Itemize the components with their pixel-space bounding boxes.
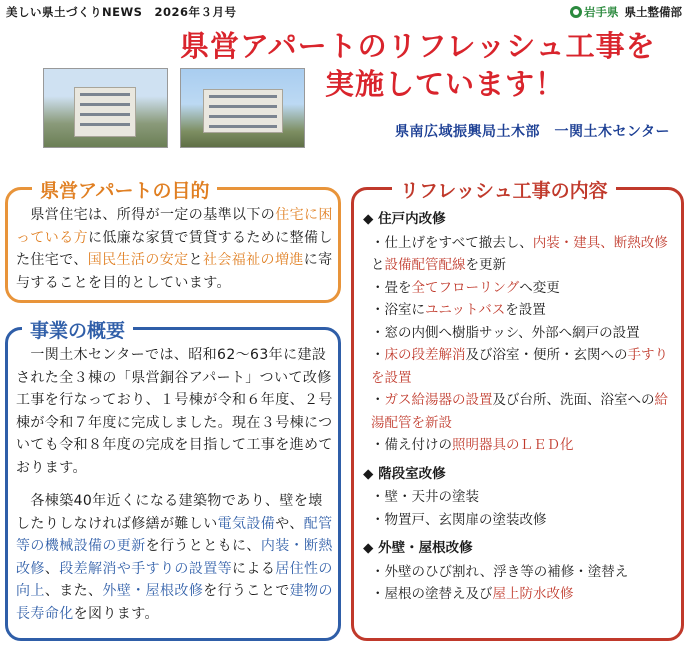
content-list-item bbox=[363, 277, 675, 300]
overview-highlight: 配管等の機械設備の更新 bbox=[16, 515, 333, 554]
content-item-text-run: ・ bbox=[371, 347, 385, 363]
overview-section bbox=[5, 320, 341, 641]
purpose-heading: 県営アパートの目的 bbox=[32, 176, 217, 203]
purpose-highlight: 社会福祉の増進 bbox=[202, 252, 304, 268]
purpose-text-run: と bbox=[188, 252, 203, 268]
content-list-item bbox=[363, 232, 675, 277]
content-list bbox=[363, 208, 675, 606]
overview-text-run: 一関土木センターでは、昭和62～63年に建設された全３棟の「県営銅谷アパート」ついて改修工事を行なっており、１号棟が令和６年度、２号棟が令和７年度に完成しました。現在３号棟についても令和８年度の完成を目指して工事を進めております。 bbox=[16, 347, 333, 476]
page-title-line2: 実施しています！ bbox=[325, 67, 566, 101]
content-list-item bbox=[363, 434, 675, 457]
content-item-text-run: 及び台所、洗面、浴室への bbox=[492, 392, 655, 408]
content-section-title: ◆ 外壁・屋根改修 bbox=[363, 540, 473, 556]
overview-text-run: や、 bbox=[275, 515, 304, 532]
overview-highlight: 段差解消や手すりの設置等 bbox=[59, 560, 233, 577]
purpose-highlight: 国民生活の安定 bbox=[87, 252, 189, 268]
content-item-text-run: へ変更 bbox=[519, 279, 560, 296]
purpose-text-run: に寄与することを目的としています。 bbox=[16, 252, 333, 291]
content-item-text-run: を設置 bbox=[505, 302, 546, 318]
overview-text-run: を行うとともに、 bbox=[145, 538, 261, 554]
overview-highlight: 電気設備 bbox=[217, 515, 276, 532]
overview-highlight: 外壁・屋根改修 bbox=[102, 583, 204, 599]
content-item-text-run: ・壁・天井の塗装 bbox=[371, 489, 479, 505]
overview-highlight: 内装・断熱改修 bbox=[16, 538, 333, 577]
content-item-text-run: ・屋根の塗替え及び bbox=[371, 586, 493, 602]
content-item-text-run: ・物置戸、玄関扉の塗装改修 bbox=[371, 511, 547, 528]
prefecture-header bbox=[570, 4, 682, 20]
content-list-item bbox=[363, 299, 675, 322]
apartment-photo-aerial bbox=[43, 68, 168, 148]
overview-paragraph-2 bbox=[16, 490, 336, 625]
content-item-highlight: 内装・建具、断熱改修 bbox=[532, 234, 668, 251]
purpose-section bbox=[5, 180, 341, 303]
overview-text-run: を図ります。 bbox=[73, 605, 159, 622]
content-list-item bbox=[363, 509, 675, 532]
purpose-text bbox=[16, 204, 334, 294]
overview-text-run: 、 bbox=[44, 560, 60, 577]
content-item-text-run: を更新 bbox=[465, 257, 506, 273]
content-item-text-run: ・仕上げをすべて撤去し、 bbox=[371, 234, 533, 251]
prefecture-emblem-icon bbox=[570, 6, 582, 18]
content-item-highlight: ユニットバス bbox=[425, 302, 506, 318]
content-section bbox=[351, 180, 684, 641]
content-item-text-run: ・畳を bbox=[371, 279, 412, 296]
content-item-text-run: 及び浴室・便所・玄関への bbox=[465, 347, 628, 363]
content-item-text-run: ・備え付けの bbox=[371, 437, 452, 453]
content-list-item bbox=[363, 583, 675, 606]
page-title-line1: 県営アパートのリフレッシュ工事を bbox=[180, 29, 656, 63]
content-item-highlight: 給湯配管を新設 bbox=[371, 392, 668, 431]
overview-text-run: による bbox=[232, 560, 276, 577]
content-item-text-run: ・外壁のひび割れ、浮き等の補修・塗替え bbox=[371, 563, 629, 580]
content-item-highlight: 設備配管配線 bbox=[384, 257, 466, 273]
prefecture-name: 岩手県 bbox=[584, 5, 619, 19]
content-item-highlight: ガス給湯器の設置 bbox=[384, 392, 493, 408]
content-item-text-run: と bbox=[371, 257, 385, 273]
content-item-text-run: ・浴室に bbox=[371, 302, 425, 318]
content-item-highlight: 全てフローリング bbox=[411, 279, 520, 296]
content-list-item bbox=[363, 322, 675, 345]
content-section-title: ◆ 住戸内改修 bbox=[363, 211, 446, 227]
content-heading: リフレッシュ工事の内容 bbox=[392, 176, 616, 203]
overview-paragraph-1 bbox=[16, 344, 336, 479]
content-list-item bbox=[363, 344, 675, 389]
content-list-item bbox=[363, 486, 675, 509]
office-name: 県南広域振興局土木部 一関土木センター bbox=[395, 124, 670, 140]
purpose-highlight: 住宅に困っている方 bbox=[16, 207, 333, 246]
content-item-highlight: 床の段差解消 bbox=[384, 347, 466, 363]
apartment-photo-street bbox=[180, 68, 305, 148]
purpose-text-run: に低廉な家賃で賃貸するために整備した住宅で、 bbox=[16, 229, 333, 268]
content-list-item bbox=[363, 389, 675, 434]
content-item-text-run: ・ bbox=[371, 392, 385, 408]
newsletter-header: 美しい県土づくりNEWS 2026年３月号 bbox=[6, 5, 237, 19]
department-name: 県土整備部 bbox=[624, 5, 682, 19]
content-list-item bbox=[363, 561, 675, 584]
overview-text-run: を行うことで bbox=[203, 583, 290, 599]
overview-highlight: 建物の長寿命化 bbox=[16, 583, 333, 622]
prefecture-logo bbox=[570, 4, 619, 20]
content-item-text-run: ・窓の内側へ樹脂サッシ、外部へ網戸の設置 bbox=[371, 324, 640, 341]
content-section-title: ◆ 階段室改修 bbox=[363, 465, 446, 482]
overview-text-run: 、また、 bbox=[44, 583, 103, 599]
content-item-highlight: 手すりを設置 bbox=[371, 347, 668, 386]
overview-text-run: 各棟築40年近くになる建築物であり、壁を壊したりしなければ修繕が難しい bbox=[16, 493, 323, 532]
content-item-highlight: 屋上防水改修 bbox=[492, 586, 574, 602]
content-item-highlight: 照明器具のＬＥＤ化 bbox=[452, 437, 574, 453]
purpose-text-run: 県営住宅は、所得が一定の基準以下の bbox=[16, 207, 276, 223]
overview-heading: 事業の概要 bbox=[22, 316, 133, 343]
overview-highlight: 居住性の向上 bbox=[16, 560, 333, 599]
